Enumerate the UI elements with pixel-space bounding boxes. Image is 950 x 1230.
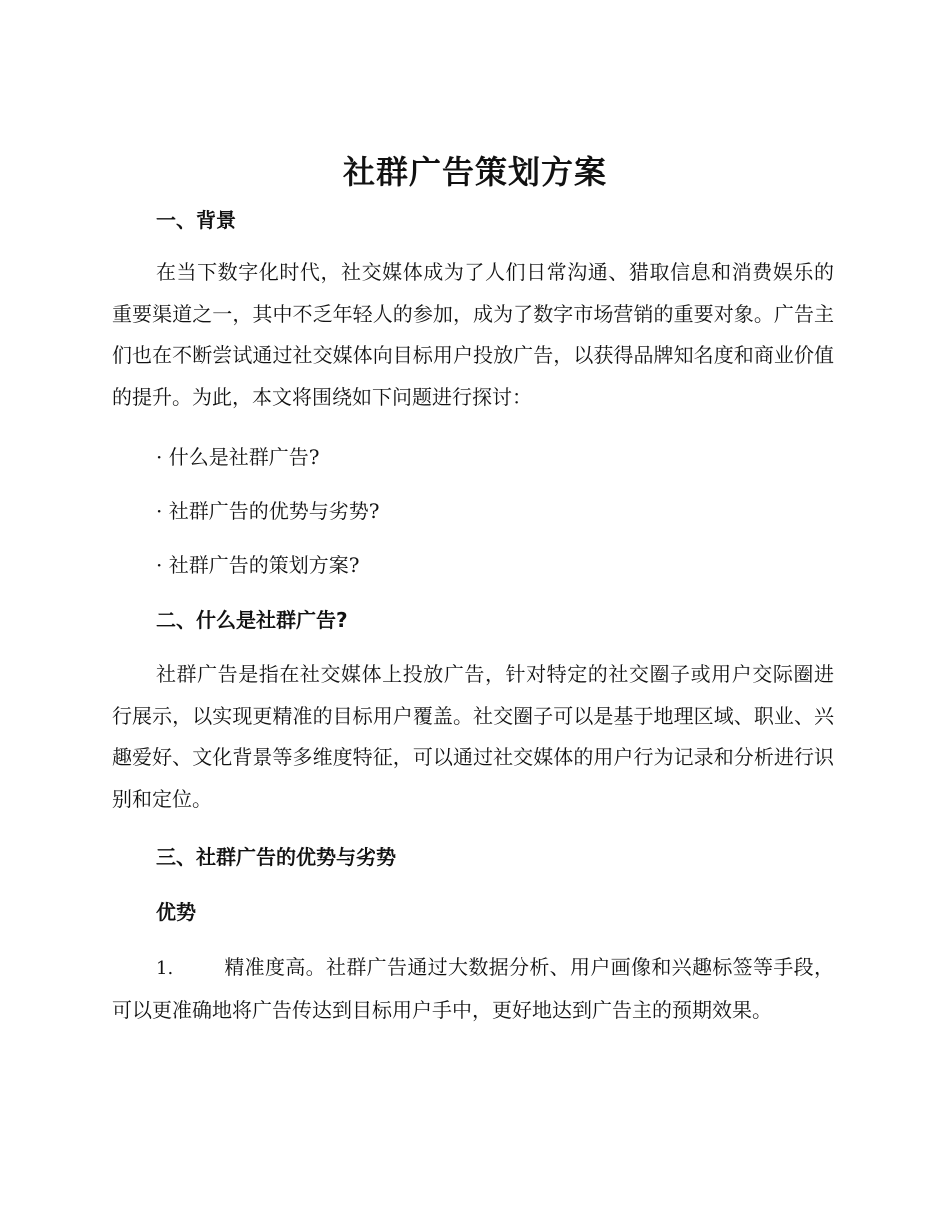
item-number: 1. xyxy=(156,958,174,979)
item-text: 精准度高。社群广告通过大数据分析、用户画像和兴趣标签等手段，可以更准确地将广告传达到目标用户手中，更好地达到广告主的预期效果。 xyxy=(112,955,834,1022)
section-heading-background: 一、背景 xyxy=(156,208,236,232)
bullet-item: · 社群广告的优势与劣势? xyxy=(156,499,380,523)
document-title: 社群广告策划方案 xyxy=(342,153,607,191)
section-heading-pros-cons: 三、社群广告的优势与劣势 xyxy=(156,845,396,869)
background-paragraph: 在当下数字化时代，社交媒体成为了人们日常沟通、猎取信息和消费娱乐的重要渠道之一，其中不乏年轻人的参加，成为了数字市场营销的重要对象。广告主们也在不断尝试通过社交媒体向目标用户投放广告，以获得品牌知名度和商业价值的提升。为此，本文将围绕如下问题进行探讨： xyxy=(112,260,834,409)
section-heading-what-is: 二、什么是社群广告? xyxy=(156,608,348,632)
numbered-item xyxy=(112,947,834,1031)
subheading-advantages: 优势 xyxy=(156,900,196,924)
bullet-item: · 什么是社群广告? xyxy=(156,445,320,469)
definition-paragraph: 社群广告是指在社交媒体上投放广告，针对特定的社交圈子或用户交际圈进行展示，以实现更精准的目标用户覆盖。社交圈子可以是基于地理区域、职业、兴趣爱好、文化背景等多维度特征，可以通过社交媒体的用户行为记录和分析进行识别和定位。 xyxy=(112,662,834,811)
bullet-item: · 社群广告的策划方案? xyxy=(156,553,360,577)
